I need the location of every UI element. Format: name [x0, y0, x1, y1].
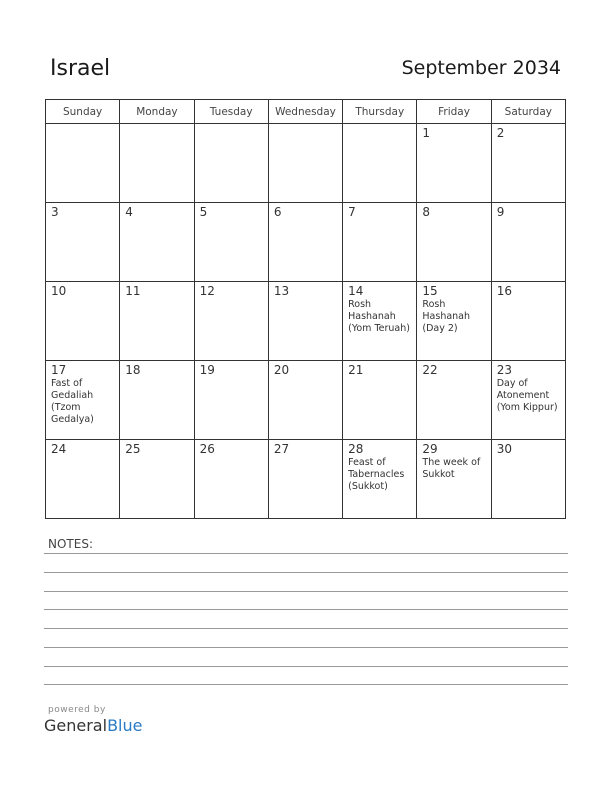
day-number: 29	[422, 442, 438, 456]
note-line	[44, 609, 568, 610]
day-cell	[194, 282, 268, 361]
day-cell	[491, 203, 565, 282]
week-row	[46, 361, 566, 440]
country-title: Israel	[50, 56, 111, 81]
day-cell	[46, 203, 120, 282]
note-line	[44, 628, 568, 629]
day-number: 22	[422, 363, 438, 377]
day-cell	[343, 361, 417, 440]
day-number: 2	[496, 126, 505, 140]
month-title: September 2034	[401, 57, 561, 79]
day-number: 21	[348, 363, 364, 377]
day-number: 30	[496, 442, 512, 456]
brand-general: General	[44, 716, 108, 735]
day-event: Feast of Tabernacles (Sukkot)	[348, 457, 405, 492]
day-number: 1	[422, 126, 431, 140]
day-cell	[46, 282, 120, 361]
note-line	[44, 572, 568, 573]
day-event: Rosh Hashanah (Day 2)	[422, 299, 471, 334]
calendar-grid	[45, 99, 566, 519]
week-row	[46, 124, 566, 203]
day-number: 3	[51, 205, 59, 219]
brand-logo	[44, 716, 142, 735]
day-number: 6	[273, 205, 282, 219]
note-line	[44, 666, 568, 667]
day-cell	[417, 203, 491, 282]
day-number: 25	[125, 442, 141, 456]
day-cell	[120, 203, 194, 282]
day-number: 28	[348, 442, 364, 456]
day-cell	[46, 124, 120, 203]
weekday-sunday: Sunday	[46, 100, 120, 124]
day-cell	[268, 203, 342, 282]
weekday-saturday: Saturday	[491, 100, 565, 124]
day-number: 24	[51, 442, 67, 456]
week-row	[46, 282, 566, 361]
day-number: 18	[125, 363, 141, 377]
powered-by-text: powered by	[48, 705, 106, 715]
day-event: The week of Sukkot	[422, 457, 481, 480]
day-number: 5	[199, 205, 208, 219]
day-cell	[268, 361, 342, 440]
day-number: 27	[273, 442, 290, 456]
day-cell	[268, 124, 342, 203]
day-event: Day of Atonement (Yom Kippur)	[496, 378, 558, 413]
day-number: 20	[273, 363, 290, 377]
day-number: 16	[496, 284, 512, 298]
day-number: 9	[496, 205, 505, 219]
weekday-wednesday: Wednesday	[268, 100, 342, 124]
weekday-monday: Monday	[120, 100, 194, 124]
day-number: 14	[348, 284, 364, 298]
note-line	[44, 647, 568, 648]
day-number: 26	[199, 442, 215, 456]
notes-label: NOTES:	[48, 537, 93, 551]
day-cell	[194, 203, 268, 282]
day-cell	[343, 440, 417, 519]
day-number: 15	[422, 284, 438, 298]
day-cell	[268, 440, 342, 519]
day-cell	[343, 124, 417, 203]
day-cell	[268, 282, 342, 361]
week-row	[46, 203, 566, 282]
day-number: 7	[348, 205, 356, 219]
day-cell	[46, 361, 120, 440]
day-cell	[343, 282, 417, 361]
day-cell	[343, 203, 417, 282]
day-cell	[120, 124, 194, 203]
day-number: 4	[125, 205, 133, 219]
day-number: 11	[125, 284, 141, 298]
day-cell	[417, 440, 491, 519]
day-number: 19	[199, 363, 215, 377]
day-cell	[417, 361, 491, 440]
note-line	[44, 553, 568, 554]
day-cell	[120, 282, 194, 361]
week-row	[46, 440, 566, 519]
day-cell	[120, 440, 194, 519]
day-event: Fast of Gedaliah (Tzom Gedalya)	[51, 378, 94, 425]
day-cell	[46, 440, 120, 519]
weekday-friday: Friday	[417, 100, 491, 124]
day-event: Rosh Hashanah (Yom Teruah)	[348, 299, 410, 334]
day-number: 23	[496, 363, 512, 377]
weekday-header-row	[46, 100, 566, 124]
day-cell	[491, 282, 565, 361]
day-cell	[417, 124, 491, 203]
brand-blue: Blue	[107, 716, 143, 735]
day-number: 13	[273, 284, 290, 298]
note-line	[44, 684, 568, 685]
day-cell	[417, 282, 491, 361]
day-cell	[194, 440, 268, 519]
day-cell	[491, 361, 565, 440]
day-cell	[194, 361, 268, 440]
note-line	[44, 591, 568, 592]
day-cell	[194, 124, 268, 203]
weekday-thursday: Thursday	[343, 100, 417, 124]
day-cell	[491, 124, 565, 203]
day-cell	[120, 361, 194, 440]
day-number: 12	[199, 284, 215, 298]
day-number: 17	[51, 363, 67, 377]
day-number: 10	[51, 284, 67, 298]
weekday-tuesday: Tuesday	[194, 100, 268, 124]
day-cell	[491, 440, 565, 519]
day-number: 8	[422, 205, 431, 219]
